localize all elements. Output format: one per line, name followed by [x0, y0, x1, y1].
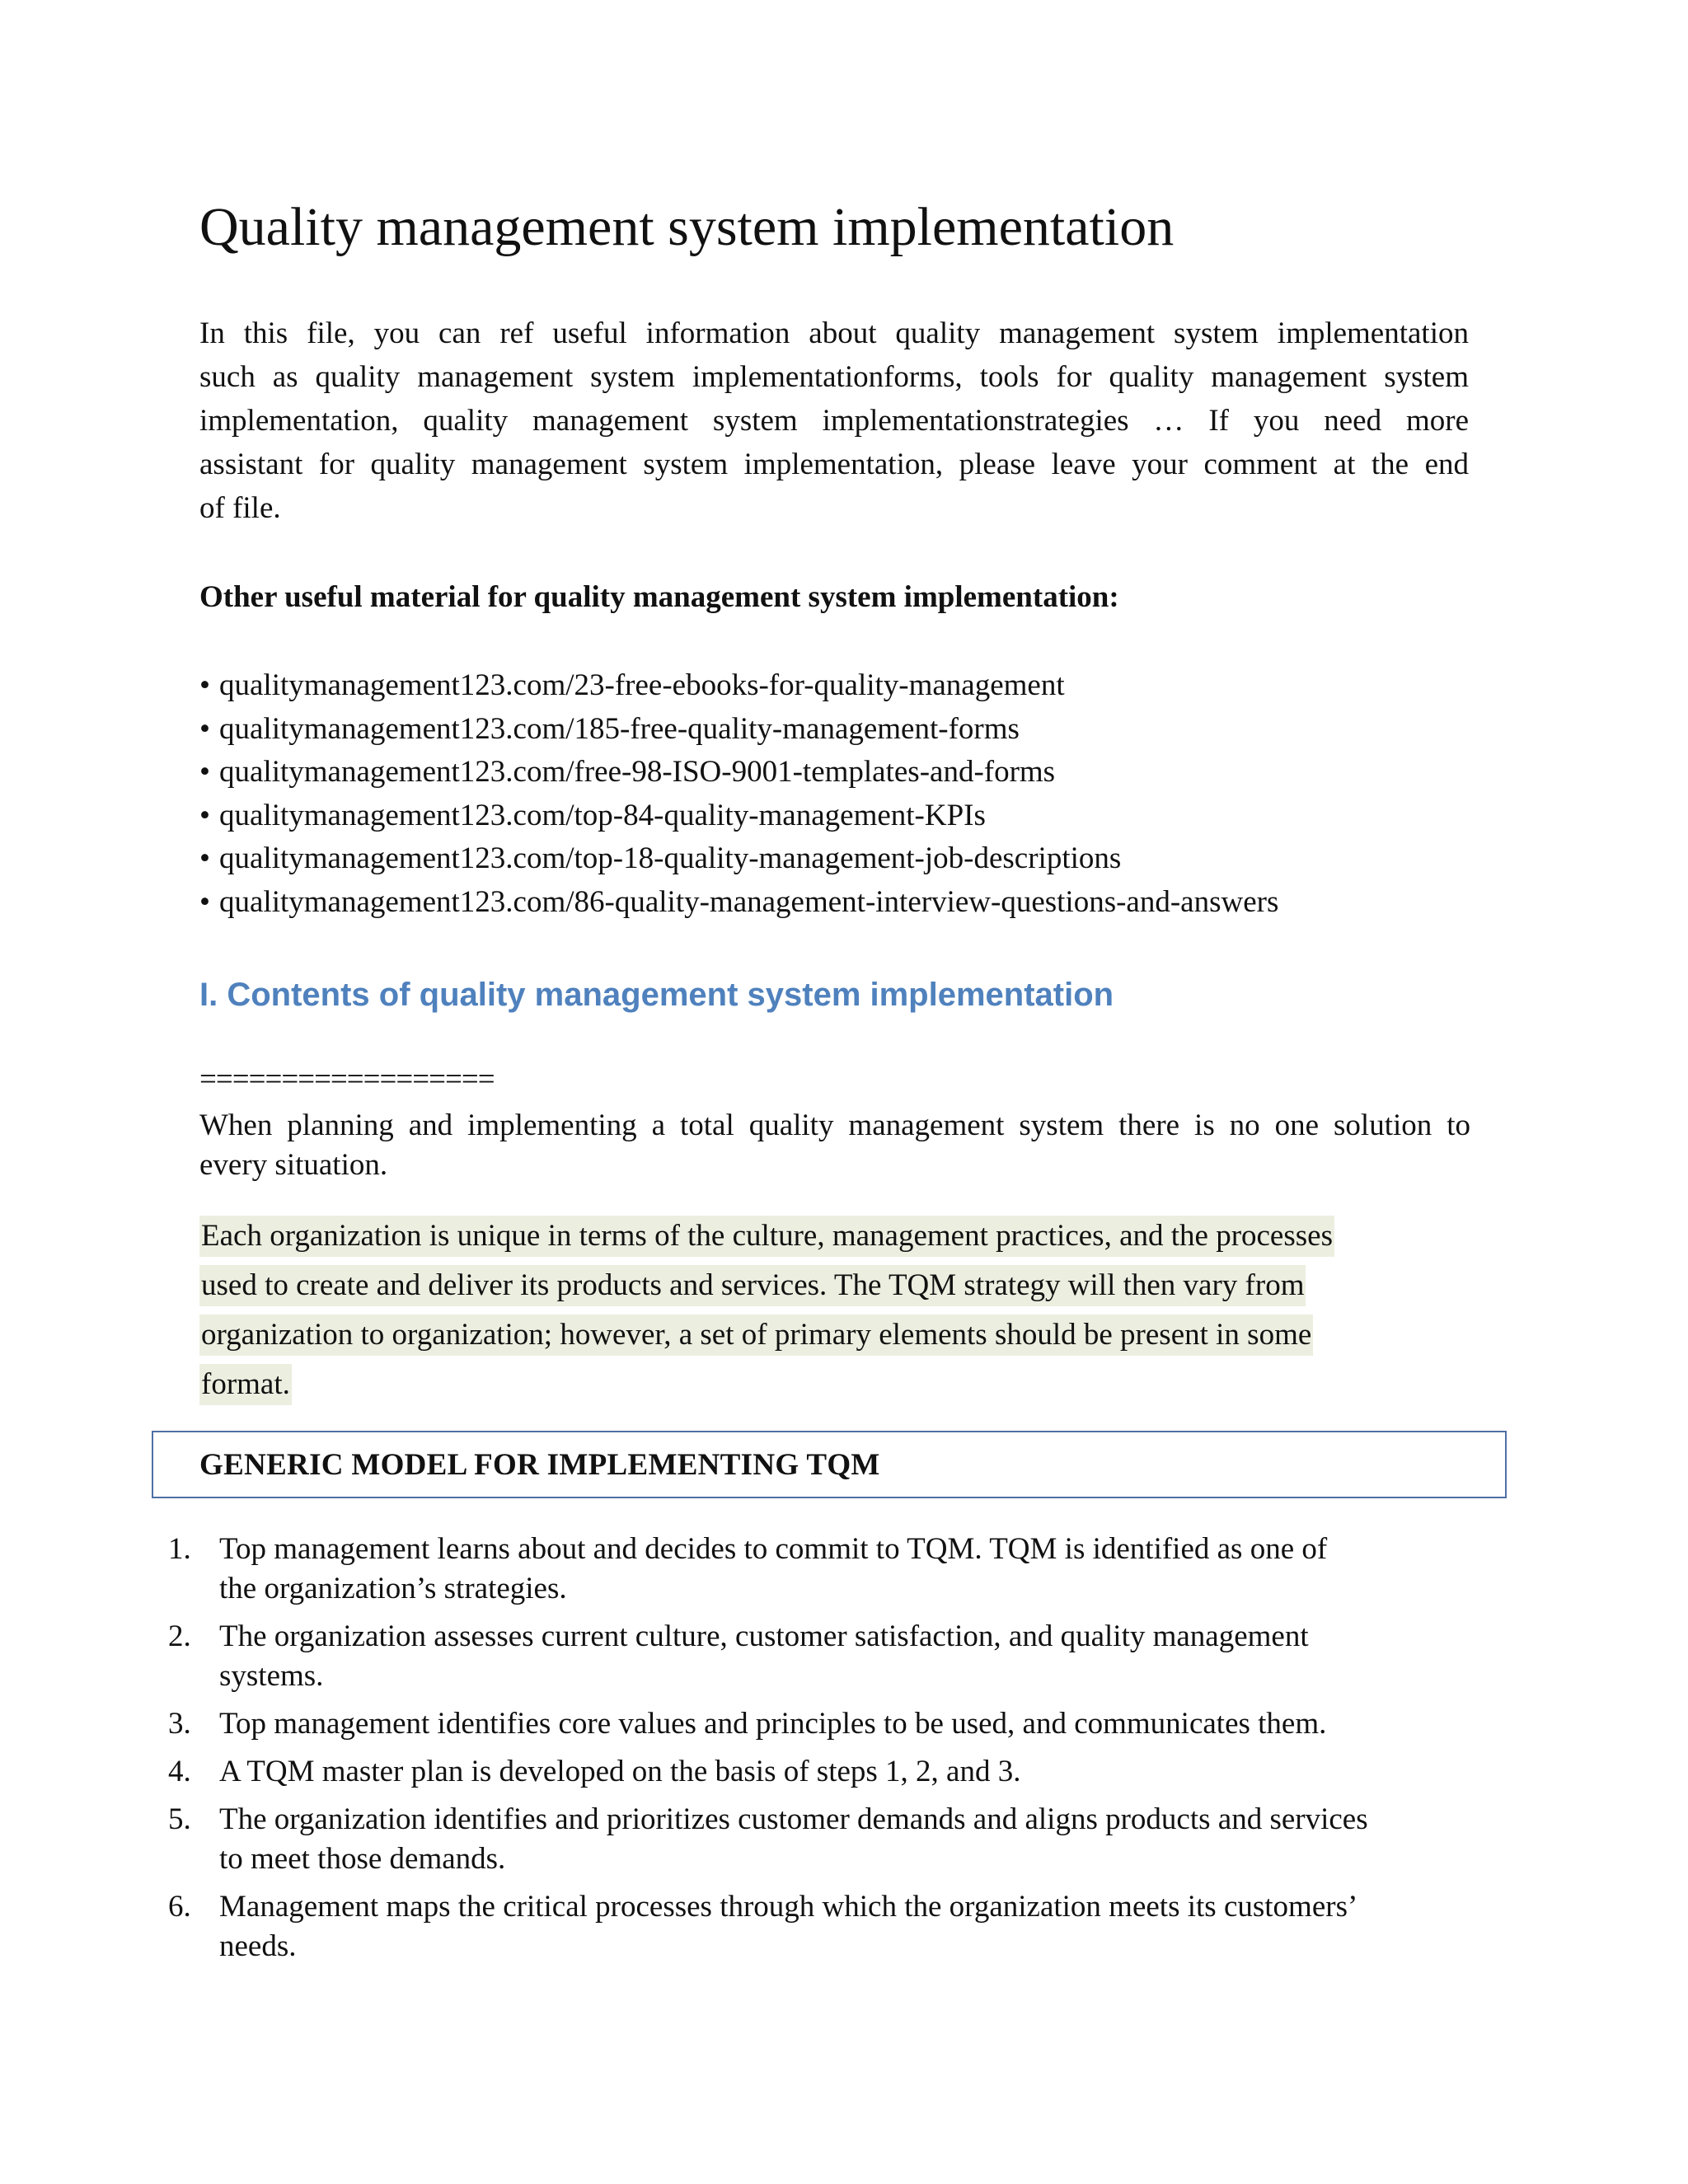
bullet-icon: • — [199, 798, 210, 832]
step-text — [219, 1800, 1456, 1879]
link-text[interactable]: qualitymanagement123.com/top-18-quality-management-job-descriptions — [219, 841, 1122, 876]
step-text — [219, 1887, 1456, 1966]
list-item — [168, 1530, 1487, 1609]
step-number: 4. — [168, 1755, 191, 1788]
highlighted-text: format. — [199, 1364, 292, 1405]
step-line: Top management learns about and decides to commit to TQM. TQM is identified as one of — [219, 1532, 1328, 1566]
list-item — [168, 1887, 1487, 1966]
step-line: systems. — [219, 1659, 324, 1693]
list-item[interactable] — [199, 708, 1278, 752]
intro-line: such as quality management system implementationforms, tools for quality management system — [199, 360, 1469, 394]
list-item[interactable] — [199, 664, 1278, 708]
step-line: Top management identifies core values and principles to be used, and communicates them. — [219, 1707, 1327, 1741]
link-text[interactable]: qualitymanagement123.com/185-free-quality-management-forms — [219, 711, 1020, 746]
intro-line: of file. — [199, 491, 281, 525]
list-item[interactable] — [199, 794, 1278, 838]
planning-paragraph — [199, 1106, 1470, 1185]
step-text — [219, 1752, 1456, 1792]
step-line: to meet those demands. — [219, 1842, 506, 1876]
highlighted-text: Each organization is unique in terms of the culture, management practices, and the processes — [199, 1216, 1334, 1257]
bullet-icon: • — [199, 884, 210, 919]
highlighted-line — [199, 1360, 1334, 1409]
document-title: Quality management system implementation — [199, 197, 1175, 257]
tqm-steps-list — [168, 1530, 1487, 1975]
step-line: Management maps the critical processes through which the organization meets its customers’ — [219, 1890, 1358, 1924]
list-item[interactable] — [199, 837, 1278, 881]
link-text[interactable]: qualitymanagement123.com/top-84-quality-management-KPIs — [219, 798, 986, 832]
intro-line: assistant for quality management system implementation, please leave your comment at the end — [199, 448, 1469, 481]
text-divider: ================== — [199, 1062, 495, 1096]
intro-paragraph — [199, 312, 1469, 530]
list-item[interactable] — [199, 881, 1278, 925]
link-text[interactable]: qualitymanagement123.com/86-quality-management-interview-questions-and-answers — [219, 884, 1279, 919]
bullet-icon: • — [199, 841, 210, 876]
intro-line: In this file, you can ref useful information about quality management system implementation — [199, 316, 1469, 350]
step-line: A TQM master plan is developed on the basis of steps 1, 2, and 3. — [219, 1755, 1021, 1788]
step-number: 1. — [168, 1532, 191, 1566]
step-number: 6. — [168, 1890, 191, 1924]
highlighted-line — [199, 1261, 1334, 1310]
list-item — [168, 1704, 1487, 1744]
step-text — [219, 1617, 1456, 1696]
step-number: 2. — [168, 1619, 191, 1653]
generic-model-box — [152, 1431, 1507, 1498]
highlighted-text: organization to organization; however, a set of primary elements should be present in some — [199, 1315, 1313, 1356]
useful-material-heading: Other useful material for quality management system implementation: — [199, 580, 1119, 614]
link-text[interactable]: qualitymanagement123.com/free-98-ISO-9001-templates-and-forms — [219, 755, 1056, 790]
bullet-icon: • — [199, 711, 210, 746]
step-text — [219, 1530, 1456, 1609]
intro-line: implementation, quality management system implementationstrategies … If you need more — [199, 404, 1469, 438]
bullet-icon: • — [199, 755, 210, 790]
planning-line: every situation. — [199, 1148, 388, 1182]
step-line: The organization identifies and prioritizes customer demands and aligns products and services — [219, 1802, 1368, 1836]
highlighted-line — [199, 1212, 1334, 1261]
planning-line: When planning and implementing a total quality management system there is no one solution to — [199, 1108, 1470, 1142]
generic-model-title: GENERIC MODEL FOR IMPLEMENTING TQM — [199, 1448, 880, 1482]
step-number: 5. — [168, 1802, 191, 1836]
step-number: 3. — [168, 1707, 191, 1741]
highlighted-paragraph — [199, 1212, 1334, 1409]
section-heading-contents: I. Contents of quality management system implementation — [199, 977, 1114, 1013]
step-text — [219, 1704, 1456, 1744]
step-line: The organization assesses current culture, customer satisfaction, and quality management — [219, 1619, 1309, 1653]
list-item — [168, 1617, 1487, 1696]
bullet-icon: • — [199, 668, 210, 702]
highlighted-text: used to create and deliver its products and services. The TQM strategy will then vary from — [199, 1265, 1306, 1306]
list-item[interactable] — [199, 751, 1278, 794]
link-text[interactable]: qualitymanagement123.com/23-free-ebooks-for-quality-management — [219, 668, 1065, 702]
step-line: needs. — [219, 1929, 297, 1963]
step-line: the organization’s strategies. — [219, 1572, 567, 1605]
highlighted-line — [199, 1310, 1334, 1360]
list-item — [168, 1800, 1487, 1879]
useful-links-list — [199, 664, 1278, 925]
list-item — [168, 1752, 1487, 1792]
